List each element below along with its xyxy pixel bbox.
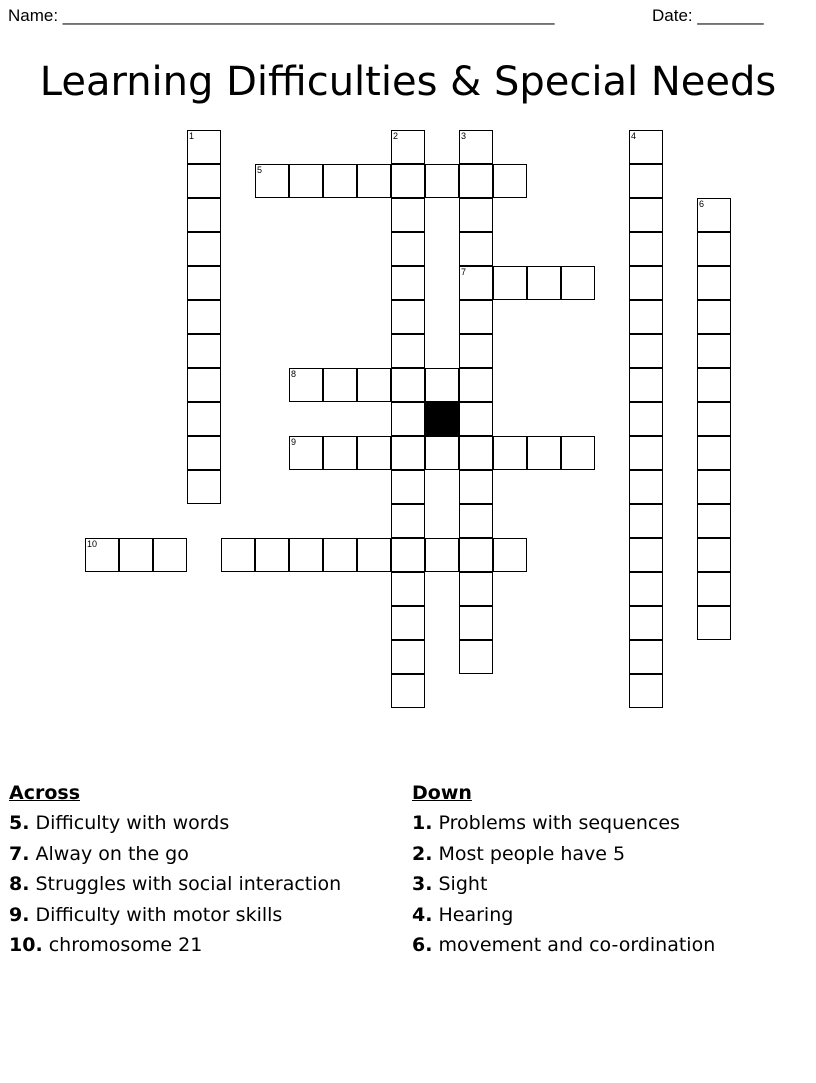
clue-number: 8. [9, 873, 30, 895]
grid-cell[interactable] [459, 130, 493, 164]
across-clues [9, 780, 341, 961]
grid-cell[interactable] [391, 436, 425, 470]
grid-cell[interactable] [697, 504, 731, 538]
grid-cell[interactable] [697, 368, 731, 402]
grid-cell[interactable] [493, 164, 527, 198]
grid-cell[interactable] [697, 300, 731, 334]
clue-text: chromosome 21 [48, 934, 203, 956]
grid-cell[interactable] [391, 334, 425, 368]
grid-cell[interactable] [187, 130, 221, 164]
clue-number-label: 9 [291, 437, 297, 447]
grid-cell[interactable] [391, 368, 425, 402]
clue-across-9 [9, 900, 341, 931]
grid-cell[interactable] [459, 436, 493, 470]
grid-cell[interactable] [629, 504, 663, 538]
clue-number-label: 5 [257, 165, 263, 175]
grid-cell[interactable] [697, 538, 731, 572]
clue-down-6 [412, 930, 715, 961]
grid-cell[interactable] [561, 266, 595, 300]
grid-cell[interactable] [289, 164, 323, 198]
clue-number: 4. [412, 903, 433, 926]
grid-cell[interactable] [391, 674, 425, 708]
grid-cell[interactable] [697, 572, 731, 606]
grid-cell[interactable] [629, 402, 663, 436]
clue-text: Hearing [438, 903, 514, 926]
grid-cell[interactable] [629, 232, 663, 266]
grid-cell[interactable] [187, 266, 221, 300]
grid-cell[interactable] [629, 164, 663, 198]
grid-cell[interactable] [459, 640, 493, 674]
clue-across-10 [9, 930, 341, 961]
grid-cell[interactable] [697, 198, 731, 232]
grid-cell[interactable] [391, 538, 425, 572]
grid-cell[interactable] [629, 606, 663, 640]
clue-text: Struggles with social interaction [35, 873, 342, 895]
clue-number: 5. [9, 812, 30, 834]
grid-cell[interactable] [629, 640, 663, 674]
grid-cell[interactable] [425, 538, 459, 572]
clue-text: Problems with sequences [438, 812, 680, 834]
grid-cell[interactable] [187, 300, 221, 334]
grid-cell[interactable] [391, 164, 425, 198]
grid-cell[interactable] [459, 538, 493, 572]
name-field-line: Name: ____________________________________________________ [8, 6, 555, 25]
grid-cell[interactable] [629, 674, 663, 708]
grid-cell[interactable] [255, 538, 289, 572]
clue-across-7 [9, 839, 341, 870]
grid-cell[interactable] [425, 436, 459, 470]
page-title: Learning Difficulties & Special Needs [39, 59, 777, 105]
grid-cell[interactable] [459, 402, 493, 436]
grid-cell[interactable] [391, 232, 425, 266]
grid-cell[interactable] [187, 164, 221, 198]
grid-cell[interactable] [459, 198, 493, 232]
clue-down-3 [412, 869, 715, 900]
clue-across-5 [9, 808, 341, 839]
grid-cell[interactable] [391, 402, 425, 436]
clue-number-label: 6 [699, 199, 705, 209]
clue-number-label: 3 [461, 131, 467, 141]
grid-cell[interactable] [629, 266, 663, 300]
clue-across-8 [9, 869, 341, 900]
grid-cell[interactable] [697, 470, 731, 504]
grid-cell[interactable] [629, 470, 663, 504]
clue-number: 3. [412, 873, 433, 895]
grid-cell[interactable] [391, 266, 425, 300]
clue-text: movement and co-ordination [438, 934, 716, 956]
grid-cell[interactable] [629, 368, 663, 402]
grid-cell[interactable] [629, 300, 663, 334]
across-heading: Across [9, 782, 81, 804]
clue-number-label: 7 [461, 267, 467, 277]
clue-down-4 [412, 900, 715, 931]
clue-number-label: 2 [393, 131, 399, 141]
grid-cell[interactable] [459, 368, 493, 402]
grid-cell[interactable] [187, 368, 221, 402]
clue-number-label: 1 [189, 131, 195, 141]
clue-number: 10. [9, 934, 43, 956]
grid-cell[interactable] [323, 436, 357, 470]
down-clues [412, 780, 715, 961]
grid-cell[interactable] [459, 164, 493, 198]
grid-cell[interactable] [629, 198, 663, 232]
grid-cell[interactable] [629, 130, 663, 164]
grid-cell[interactable] [391, 300, 425, 334]
clue-number: 1. [412, 812, 433, 834]
grid-cell[interactable] [323, 164, 357, 198]
grid-cell[interactable] [697, 436, 731, 470]
grid-cell[interactable] [697, 266, 731, 300]
grid-cell[interactable] [493, 436, 527, 470]
clue-text: Sight [438, 873, 488, 895]
grid-cell[interactable] [187, 198, 221, 232]
clue-number-label: 8 [291, 369, 297, 379]
clue-number: 6. [412, 934, 433, 956]
clue-down-2 [412, 839, 715, 870]
grid-cell[interactable] [629, 334, 663, 368]
grid-cell[interactable] [153, 538, 187, 572]
grid-cell[interactable] [357, 538, 391, 572]
grid-cell[interactable] [459, 266, 493, 300]
clue-text: Difficulty with words [35, 812, 230, 834]
clue-number: 7. [9, 842, 30, 865]
grid-cell[interactable] [391, 198, 425, 232]
grid-cell[interactable] [289, 368, 323, 402]
clue-number-label: 4 [631, 131, 637, 141]
clue-text: Most people have 5 [438, 842, 626, 865]
grid-cell[interactable] [187, 402, 221, 436]
grid-cell[interactable] [391, 504, 425, 538]
grid-cell[interactable] [187, 470, 221, 504]
clue-text: Alway on the go [35, 842, 189, 865]
grid-cell[interactable] [85, 538, 119, 572]
grid-cell[interactable] [391, 640, 425, 674]
clue-text: Difficulty with motor skills [35, 903, 283, 926]
grid-cell[interactable] [357, 164, 391, 198]
grid-cell[interactable] [459, 504, 493, 538]
down-heading: Down [412, 782, 472, 804]
grid-cell[interactable] [459, 572, 493, 606]
grid-cell[interactable] [527, 436, 561, 470]
grid-cell[interactable] [697, 232, 731, 266]
grid-cell[interactable] [289, 436, 323, 470]
grid-cell[interactable] [493, 266, 527, 300]
grid-cell[interactable] [459, 232, 493, 266]
grid-cell[interactable] [187, 436, 221, 470]
grid-block [425, 402, 459, 436]
grid-cell[interactable] [391, 130, 425, 164]
grid-cell[interactable] [391, 572, 425, 606]
grid-cell[interactable] [459, 606, 493, 640]
grid-cell[interactable] [561, 436, 595, 470]
grid-cell[interactable] [459, 470, 493, 504]
date-field-line: Date: _______ [652, 6, 764, 25]
grid-cell[interactable] [391, 470, 425, 504]
grid-cell[interactable] [527, 266, 561, 300]
grid-cell[interactable] [629, 572, 663, 606]
grid-cell[interactable] [493, 538, 527, 572]
grid-cell[interactable] [629, 436, 663, 470]
grid-cell[interactable] [697, 606, 731, 640]
clue-number: 9. [9, 903, 30, 926]
grid-cell[interactable] [119, 538, 153, 572]
grid-cell[interactable] [459, 334, 493, 368]
grid-cell[interactable] [289, 538, 323, 572]
grid-cell[interactable] [187, 232, 221, 266]
grid-cell[interactable] [697, 402, 731, 436]
grid-cell[interactable] [323, 368, 357, 402]
grid-cell[interactable] [425, 368, 459, 402]
grid-cell[interactable] [697, 334, 731, 368]
grid-cell[interactable] [391, 606, 425, 640]
grid-cell[interactable] [629, 538, 663, 572]
clue-down-1 [412, 808, 715, 839]
grid-cell[interactable] [425, 164, 459, 198]
grid-cell[interactable] [357, 368, 391, 402]
grid-cell[interactable] [255, 164, 289, 198]
clue-number-label: 10 [87, 539, 98, 549]
grid-cell[interactable] [357, 436, 391, 470]
grid-cell[interactable] [221, 538, 255, 572]
grid-cell[interactable] [459, 300, 493, 334]
clue-number: 2. [412, 842, 433, 865]
grid-cell[interactable] [323, 538, 357, 572]
grid-cell[interactable] [187, 334, 221, 368]
